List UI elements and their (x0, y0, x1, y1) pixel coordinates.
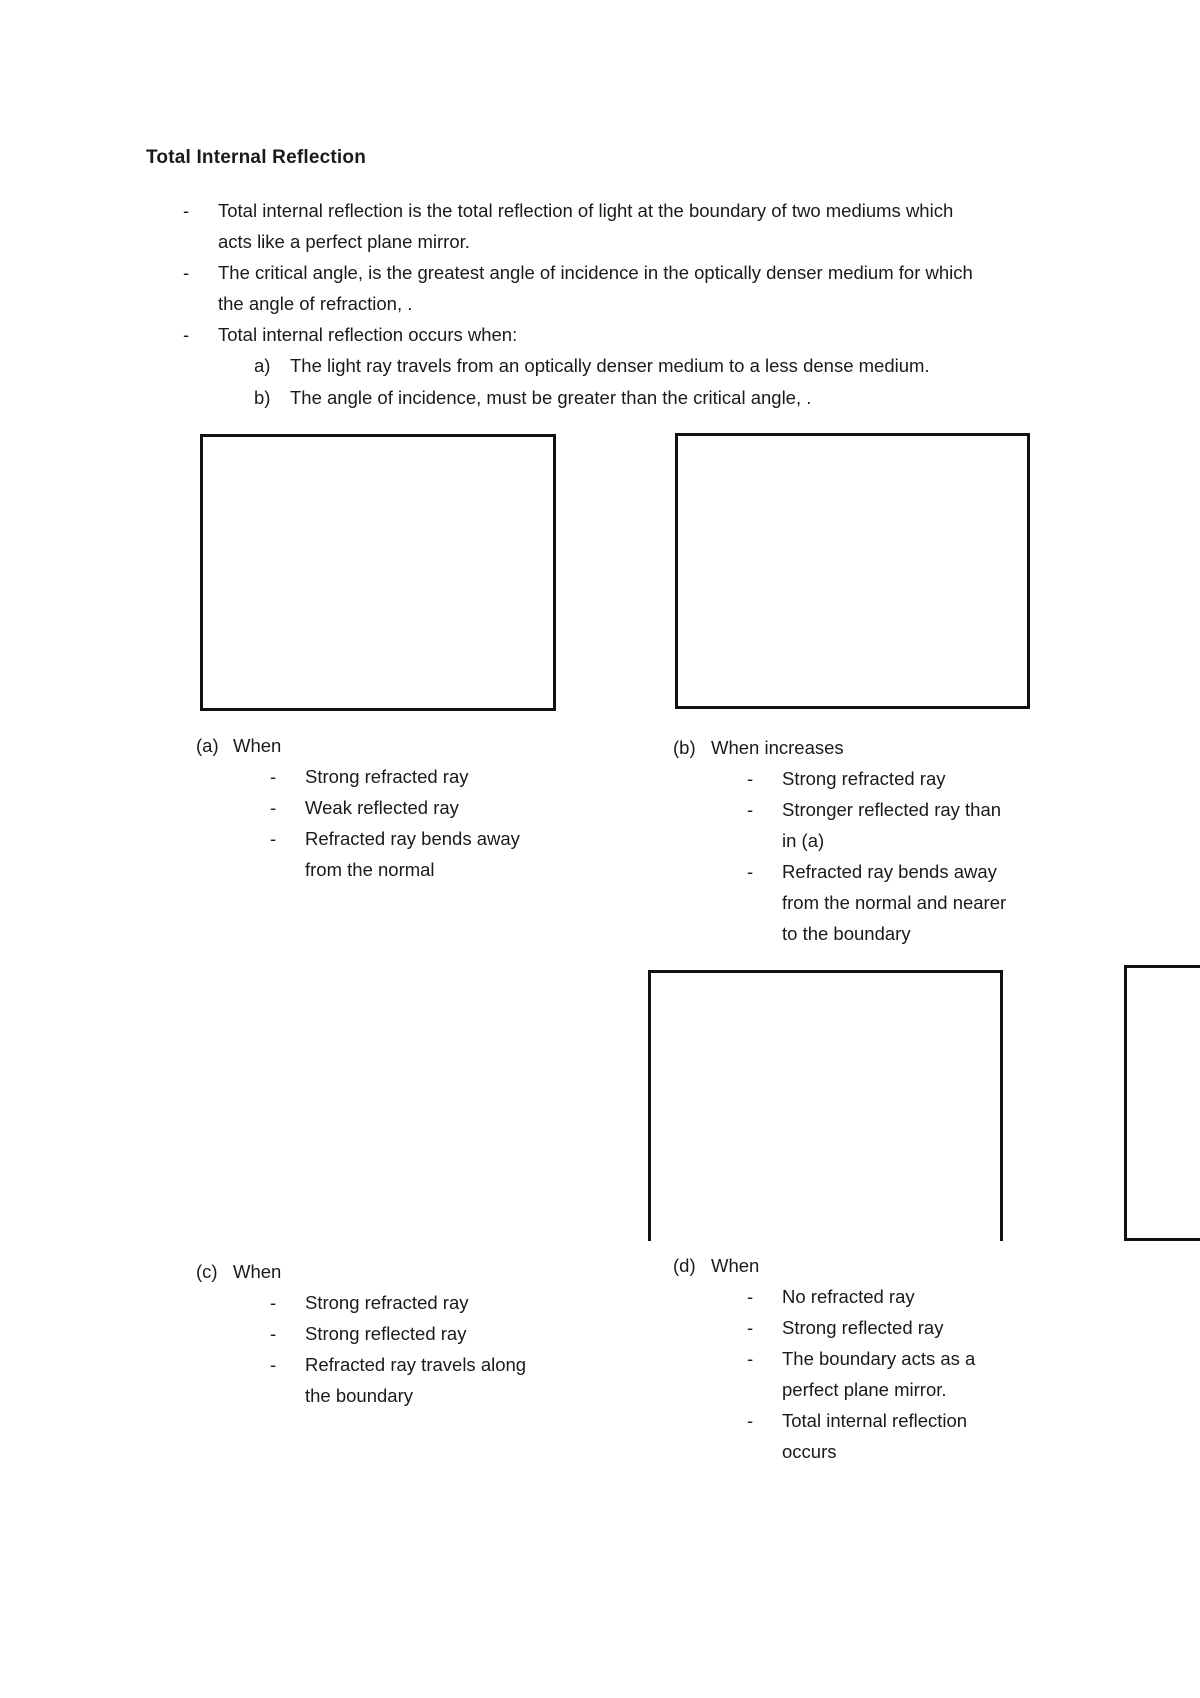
case-b-heading: When increases (711, 737, 844, 758)
bullet-1-line-2: acts like a perfect plane mirror. (218, 231, 470, 252)
bullet-dash: - (183, 200, 190, 221)
case-c-label: (c) (196, 1261, 218, 1282)
case-c-heading: When (233, 1261, 282, 1282)
case-b-item: Stronger reflected ray than (782, 799, 1002, 820)
case-c-item: Strong refracted ray (305, 1292, 469, 1313)
case-a-dash: - (270, 828, 277, 849)
case-a-item: from the normal (305, 859, 435, 880)
diagram-box-partial (1124, 965, 1200, 1241)
case-d-label: (d) (673, 1255, 696, 1276)
bullet-1-line-1: Total internal reflection is the total reflection of light at the boundary of two mediums which (218, 200, 954, 221)
page-title: Total Internal Reflection (146, 147, 367, 168)
case-b-item: Refracted ray bends away (782, 861, 997, 882)
bullet-3-line-1: Total internal reflection occurs when: (218, 324, 518, 345)
case-a-item: Refracted ray bends away (305, 828, 520, 849)
case-d-item: Total internal reflection (782, 1410, 968, 1431)
case-a-dash: - (270, 766, 277, 787)
sub-item-a: The light ray travels from an optically denser medium to a less dense medium. (290, 355, 930, 376)
case-d-dash: - (747, 1410, 754, 1431)
case-d-item: occurs (782, 1441, 837, 1462)
case-b-item: Strong refracted ray (782, 768, 946, 789)
case-d-heading: When (711, 1255, 760, 1276)
case-d-item: perfect plane mirror. (782, 1379, 947, 1400)
diagram-box-b (675, 433, 1030, 709)
bullet-2-line-2: the angle of refraction, . (218, 293, 413, 314)
case-d-dash: - (747, 1286, 754, 1307)
case-d-dash: - (747, 1317, 754, 1338)
case-b-label: (b) (673, 737, 696, 758)
case-b-dash: - (747, 861, 754, 882)
case-a-dash: - (270, 797, 277, 818)
case-b-item: to the boundary (782, 923, 911, 944)
diagram-box-d (648, 970, 1003, 1241)
case-b-dash: - (747, 768, 754, 789)
case-d-item: Strong reflected ray (782, 1317, 944, 1338)
diagram-box-a (200, 434, 556, 711)
case-c-dash: - (270, 1292, 277, 1313)
case-c-item: Strong reflected ray (305, 1323, 467, 1344)
sub-marker-b: b) (254, 387, 271, 408)
case-b-item: in (a) (782, 830, 825, 851)
case-b-item: from the normal and nearer (782, 892, 1007, 913)
case-a-item: Strong refracted ray (305, 766, 469, 787)
case-b-dash: - (747, 799, 754, 820)
sub-item-b: The angle of incidence, must be greater than the critical angle, . (290, 387, 812, 408)
case-c-dash: - (270, 1323, 277, 1344)
case-a-heading: When (233, 735, 282, 756)
case-c-item: Refracted ray travels along (305, 1354, 527, 1375)
bullet-dash: - (183, 262, 190, 283)
case-a-item: Weak reflected ray (305, 797, 459, 818)
case-c-item: the boundary (305, 1385, 414, 1406)
bullet-2-line-1: The critical angle, is the greatest angle of incidence in the optically denser medium for which (218, 262, 973, 283)
case-a-label: (a) (196, 735, 219, 756)
case-d-item: No refracted ray (782, 1286, 915, 1307)
bullet-dash: - (183, 324, 190, 345)
sub-marker-a: a) (254, 355, 271, 376)
case-d-dash: - (747, 1348, 754, 1369)
case-c-dash: - (270, 1354, 277, 1375)
case-d-item: The boundary acts as a (782, 1348, 976, 1369)
